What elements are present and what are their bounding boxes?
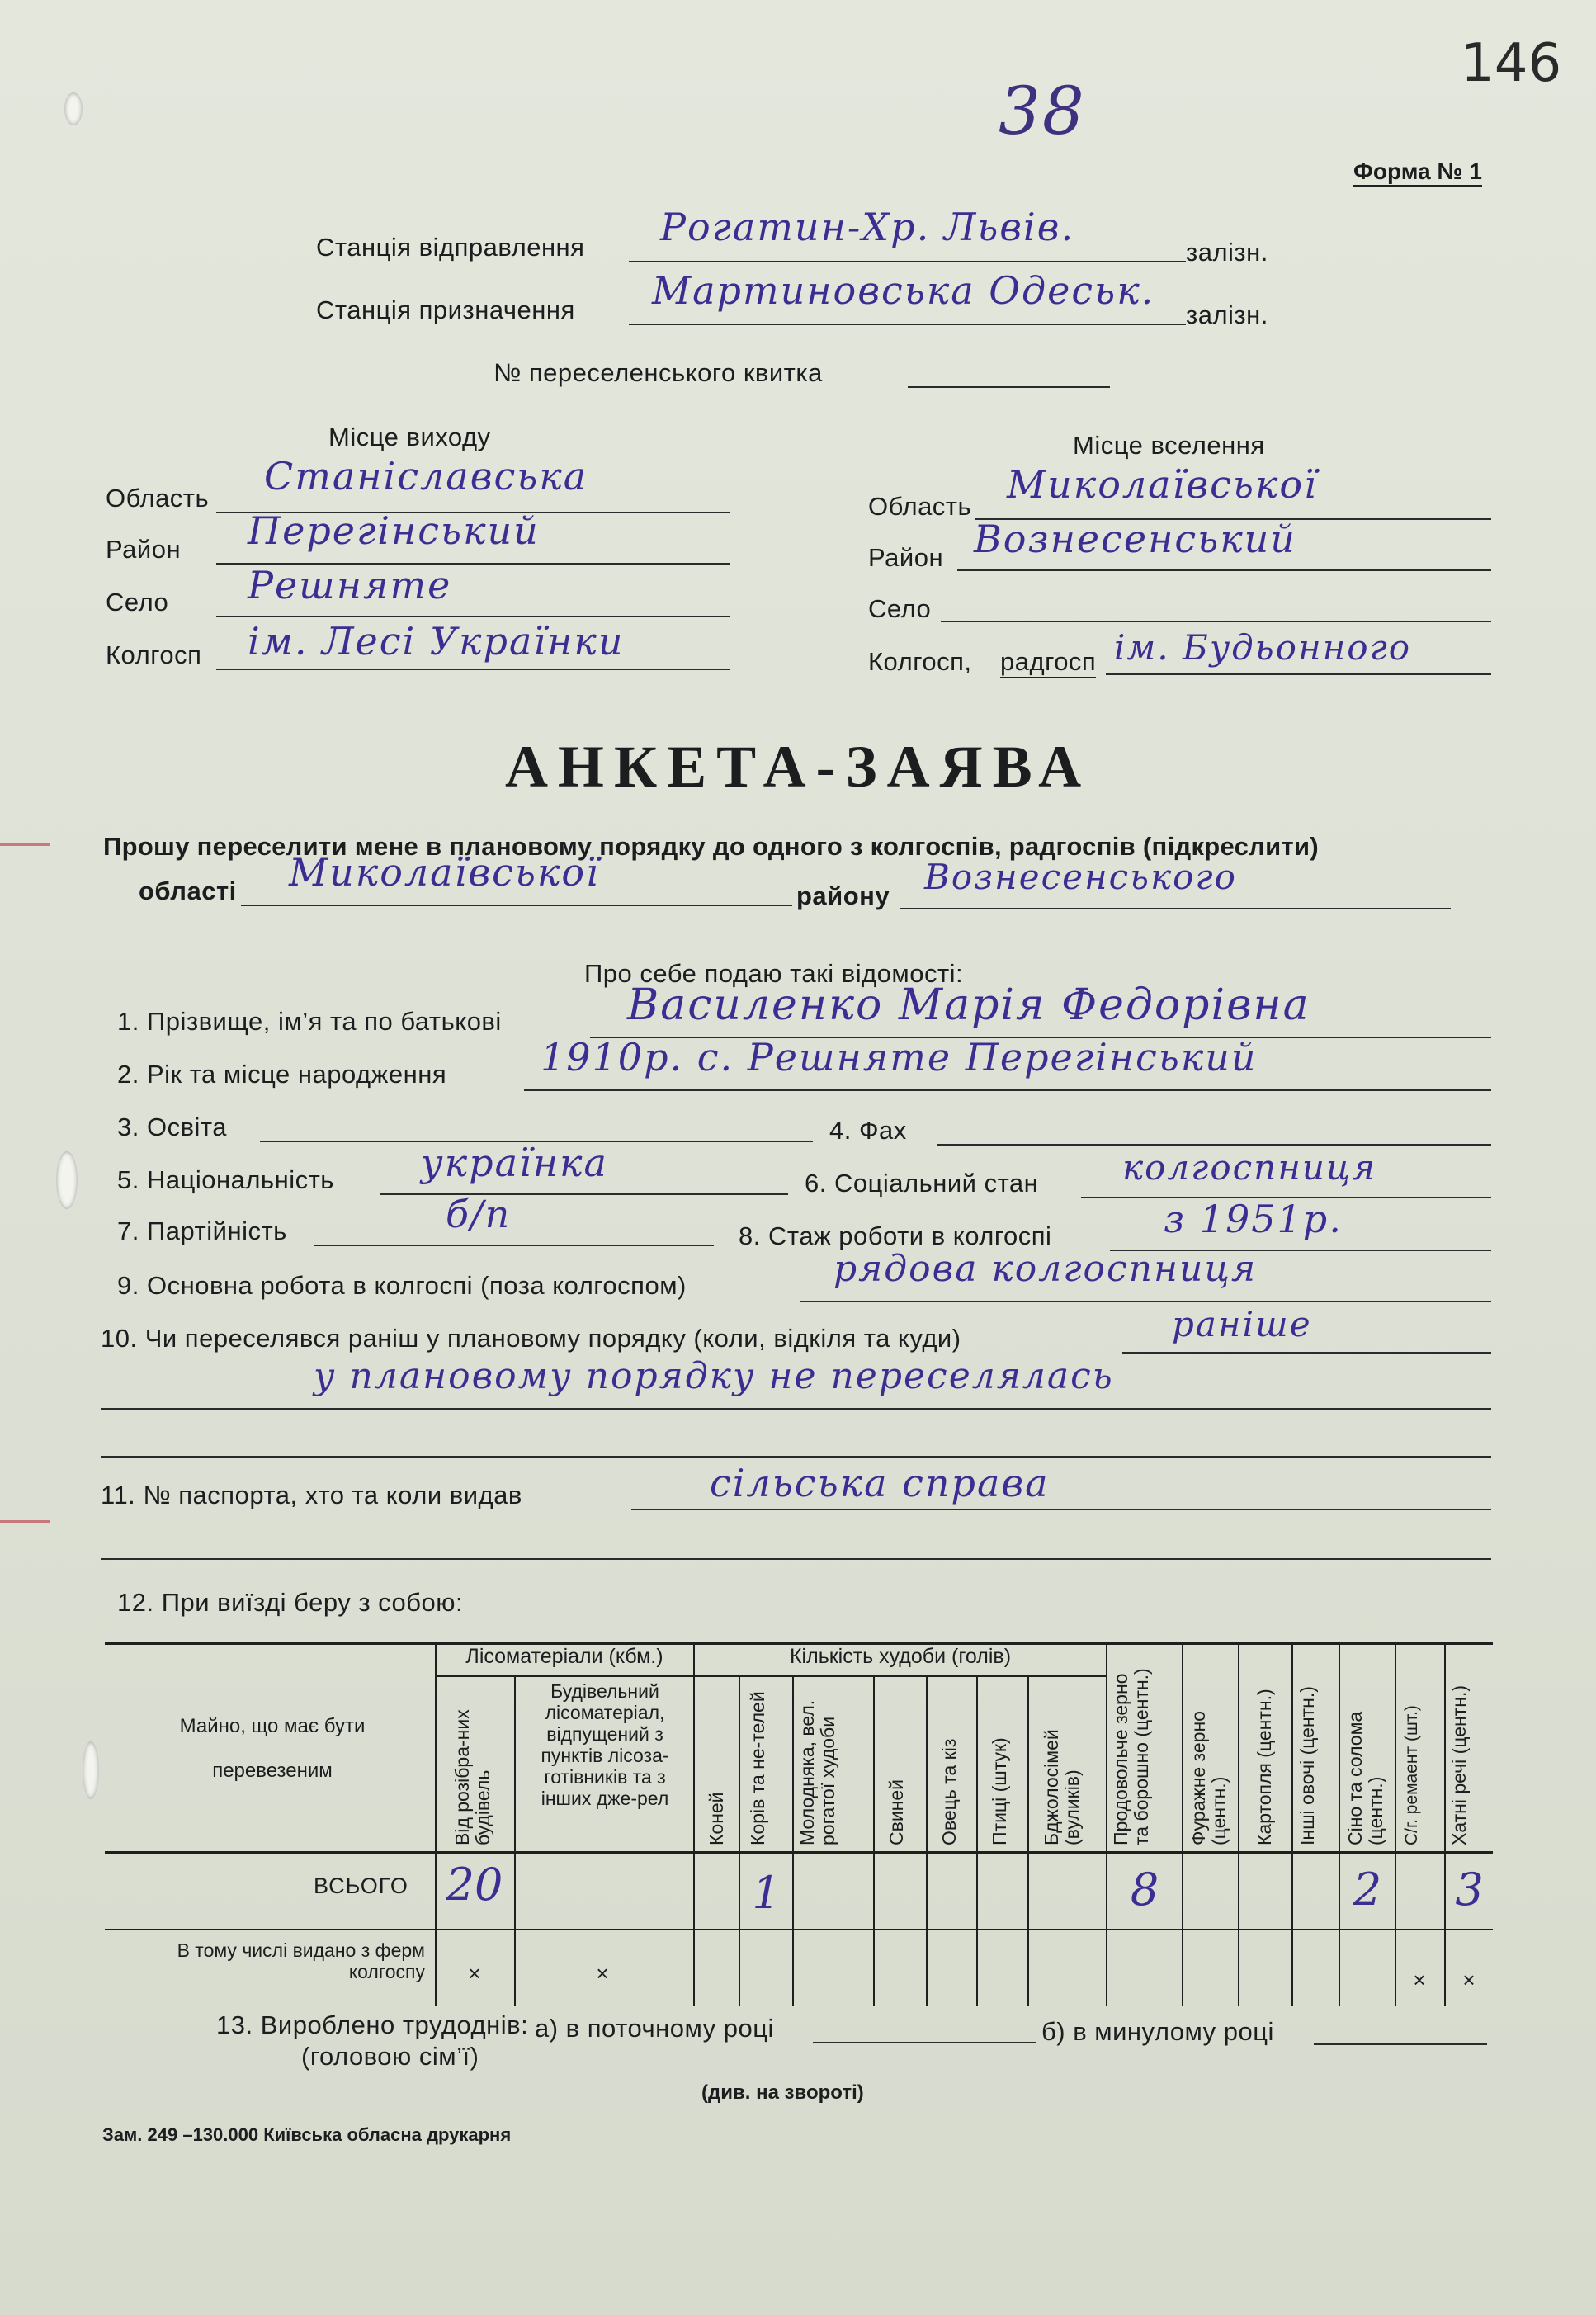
dest-selo-label: Село bbox=[868, 594, 932, 623]
total-hay: 2 bbox=[1353, 1864, 1382, 1916]
table-header-bottom bbox=[105, 1851, 1493, 1854]
q5-label: 5. Національність bbox=[117, 1165, 334, 1194]
q13-label: 13. Вироблено трудоднів: bbox=[216, 2010, 529, 2039]
row-header: Майно, що має бути перевезеним bbox=[179, 1715, 366, 1782]
q6-value: колгоспниця bbox=[1122, 1147, 1377, 1188]
table-col-line bbox=[693, 1642, 695, 2006]
rail-suffix: залізн. bbox=[1186, 238, 1268, 267]
request-text: Прошу переселити мене в плановому порядку до одного з колгоспів, радгоспів (підкреслити) bbox=[103, 832, 1319, 861]
row-total-label: ВСЬОГО bbox=[314, 1873, 408, 1898]
table-col-line bbox=[1444, 1642, 1446, 2006]
q6-label: 6. Соціальний стан bbox=[805, 1169, 1039, 1198]
q7-value: б/п bbox=[446, 1192, 512, 1236]
q3-label: 3. Освіта bbox=[117, 1113, 228, 1141]
col-sheep: Овець та кіз bbox=[938, 1738, 960, 1845]
col-young: Молодняка, вел. рогатої худоби bbox=[796, 1699, 838, 1845]
binder-hole bbox=[83, 1741, 99, 1799]
red-mark bbox=[0, 843, 50, 846]
col-bees: Бджолосімей (вуликів) bbox=[1041, 1729, 1083, 1845]
table-col-line bbox=[435, 1642, 437, 2006]
archive-page-number: 146 bbox=[1461, 33, 1562, 94]
col-timber-b: Будівельний лісоматеріал, відпущений з пунктів лісоза-готівників та з інших дже-рел bbox=[541, 1680, 669, 1809]
table-col-line bbox=[1395, 1642, 1396, 2006]
q7-label: 7. Партійність bbox=[117, 1217, 287, 1245]
q10-value-b: у плановому порядку не переселялась bbox=[314, 1355, 1114, 1397]
q8-value: з 1951р. bbox=[1164, 1197, 1343, 1241]
table-col-line bbox=[1182, 1642, 1183, 2006]
q13-sub: (головою сім’ї) bbox=[301, 2042, 479, 2071]
departure-label: Станція відправлення bbox=[316, 233, 585, 262]
table-col-line bbox=[1291, 1642, 1293, 2006]
q2-label: 2. Рік та місце народження bbox=[117, 1060, 447, 1089]
total-house: 3 bbox=[1455, 1864, 1484, 1916]
binder-hole bbox=[56, 1151, 78, 1209]
q10-line-2 bbox=[101, 1408, 1491, 1410]
table-col-line bbox=[739, 1675, 740, 2006]
table-col-line bbox=[926, 1675, 928, 2006]
table-col-line bbox=[1106, 1642, 1107, 2006]
dest-radhosp-label: радгосп bbox=[1000, 647, 1096, 678]
origin-kolhosp-label: Колгосп bbox=[106, 640, 202, 669]
rail-suffix: залізн. bbox=[1186, 300, 1268, 329]
q9-line bbox=[800, 1301, 1491, 1302]
q11-value: сільська справа bbox=[710, 1461, 1050, 1505]
dest-selo-line bbox=[941, 621, 1491, 622]
table-col-line bbox=[514, 1675, 516, 2006]
q8-label: 8. Стаж роботи в колгоспі bbox=[739, 1221, 1052, 1250]
form-number: Форма № 1 bbox=[1353, 158, 1482, 187]
col-fodder: Фуражне зерно (центн.) bbox=[1188, 1711, 1230, 1845]
dest-kolhosp-value: ім. Будьонного bbox=[1114, 627, 1412, 668]
table-col-line bbox=[873, 1675, 875, 2006]
dest-kolhosp-label: Колгосп, bbox=[868, 647, 972, 676]
table-group-line bbox=[435, 1675, 1107, 1677]
q13-a-label: а) в поточному році bbox=[535, 2014, 774, 2043]
x-mark: × bbox=[1413, 1968, 1426, 1992]
origin-oblast-value: Станіславська bbox=[264, 454, 588, 498]
x-mark: × bbox=[596, 1961, 609, 1986]
total-timber-a: 20 bbox=[446, 1859, 503, 1911]
table-col-line bbox=[1238, 1642, 1239, 2006]
destination-station-value: Мартиновська Одеськ. bbox=[652, 268, 1155, 313]
q11-label: 11. № паспорта, хто та коли видав bbox=[101, 1481, 522, 1509]
origin-selo-line bbox=[216, 616, 730, 617]
col-cows: Корів та не-телей bbox=[747, 1691, 768, 1845]
origin-raion-label: Район bbox=[106, 535, 182, 564]
q5-line bbox=[380, 1193, 788, 1195]
group-cattle: Кількість худоби (голів) bbox=[789, 1645, 1012, 1668]
request-raion-label: району bbox=[796, 881, 890, 910]
x-mark: × bbox=[1462, 1968, 1476, 1992]
q7-line bbox=[314, 1245, 714, 1246]
request-raion-line bbox=[900, 908, 1451, 909]
q13-b-label: б) в минулому році bbox=[1041, 2017, 1274, 2046]
table-col-line bbox=[1339, 1642, 1340, 2006]
col-hay: Сіно та солома (центн.) bbox=[1344, 1711, 1386, 1845]
request-oblast-line bbox=[241, 905, 792, 906]
q4-line bbox=[937, 1144, 1491, 1146]
col-pigs: Свиней bbox=[885, 1779, 907, 1845]
col-house: Хатні речі (центн.) bbox=[1448, 1684, 1470, 1845]
col-timber-a: Від розібра-них будівель bbox=[451, 1709, 493, 1845]
dest-raion-value: Вознесенський bbox=[974, 517, 1296, 561]
q1-value: Василенко Марія Федорівна bbox=[627, 980, 1310, 1030]
request-oblast-label: області bbox=[139, 876, 237, 905]
q10-label: 10. Чи переселявся раніш у плановому порядку (коли, відкіля та куди) bbox=[101, 1324, 961, 1353]
table-col-line bbox=[1027, 1675, 1029, 2006]
q9-value: рядова колгоспниця bbox=[833, 1248, 1258, 1290]
q9-label: 9. Основна робота в колгоспі (поза колгоспом) bbox=[117, 1271, 687, 1300]
printer-line: Зам. 249 –130.000 Київська обласна друкарня bbox=[102, 2124, 512, 2145]
origin-oblast-label: Область bbox=[106, 484, 210, 513]
origin-kolhosp-line bbox=[216, 669, 730, 670]
total-grain: 8 bbox=[1130, 1864, 1159, 1916]
row-farm-label: В тому числі видано з ферм колгоспу bbox=[177, 1939, 425, 1982]
binder-hole bbox=[64, 92, 83, 125]
departure-line bbox=[629, 261, 1186, 262]
col-tools: С/г. ремаент (шт.) bbox=[1402, 1705, 1421, 1845]
about-heading: Про себе подаю такі відомості: bbox=[584, 959, 964, 988]
form-title: АНКЕТА-ЗАЯВА bbox=[504, 734, 1092, 800]
q13-a-line bbox=[813, 2042, 1036, 2043]
q2-line bbox=[524, 1089, 1491, 1091]
destination-station-line bbox=[629, 324, 1186, 325]
col-potato: Картопля (центн.) bbox=[1254, 1689, 1275, 1845]
dest-raion-label: Район bbox=[868, 543, 944, 572]
origin-heading: Місце виходу bbox=[328, 423, 491, 451]
col-veg: Інші овочі (центн.) bbox=[1296, 1686, 1318, 1845]
col-horses: Коней bbox=[706, 1792, 727, 1845]
total-cows: 1 bbox=[752, 1867, 781, 1919]
q10-line-3 bbox=[101, 1456, 1491, 1458]
q12-label: 12. При виїзді беру з собою: bbox=[117, 1588, 464, 1617]
dest-oblast-value: Миколаївської bbox=[1007, 462, 1318, 507]
dest-raion-line bbox=[957, 569, 1491, 571]
archive-sheet-number: 38 bbox=[999, 73, 1086, 149]
x-mark: × bbox=[468, 1961, 481, 1986]
request-raion-value: Вознесенського bbox=[924, 857, 1237, 897]
red-mark bbox=[0, 1520, 50, 1523]
table-total-bottom bbox=[105, 1929, 1493, 1930]
origin-raion-value: Перегінський bbox=[248, 508, 540, 553]
table-col-line bbox=[792, 1675, 794, 2006]
q10-value-a: раніше bbox=[1172, 1304, 1312, 1344]
ticket-line bbox=[908, 386, 1110, 388]
ticket-label: № переселенського квитка bbox=[493, 358, 823, 387]
q1-label: 1. Прізвище, ім’я та по батькові bbox=[117, 1007, 502, 1036]
origin-selo-label: Село bbox=[106, 588, 169, 617]
request-oblast-value: Миколаївської bbox=[289, 850, 600, 895]
dest-oblast-label: Область bbox=[868, 492, 972, 521]
departure-value: Рогатин-Хр. Львів. bbox=[660, 205, 1075, 249]
q2-value: 1910р. с. Решняте Перегінський bbox=[541, 1035, 1258, 1080]
destination-heading: Місце вселення bbox=[1073, 431, 1265, 460]
col-grain: Продовольче зерно та борошно (центн.) bbox=[1110, 1668, 1152, 1845]
q4-label: 4. Фах bbox=[829, 1116, 907, 1145]
q11-line bbox=[631, 1509, 1491, 1510]
q13-b-line bbox=[1314, 2043, 1487, 2045]
table-col-line bbox=[976, 1675, 978, 2006]
col-birds: Птиці (штук) bbox=[989, 1737, 1010, 1845]
dest-kolhosp-line bbox=[1106, 673, 1491, 675]
origin-kolhosp-value: ім. Лесі Українки bbox=[248, 619, 625, 664]
q11-line-2 bbox=[101, 1558, 1491, 1560]
origin-selo-value: Решняте bbox=[248, 563, 452, 607]
footer-note: (див. на звороті) bbox=[701, 2081, 864, 2104]
q5-value: українка bbox=[421, 1141, 608, 1185]
destination-station-label: Станція призначення bbox=[316, 295, 575, 324]
q10-line bbox=[1122, 1352, 1491, 1354]
group-timber: Лісоматеріали (кбм.) bbox=[465, 1645, 663, 1668]
